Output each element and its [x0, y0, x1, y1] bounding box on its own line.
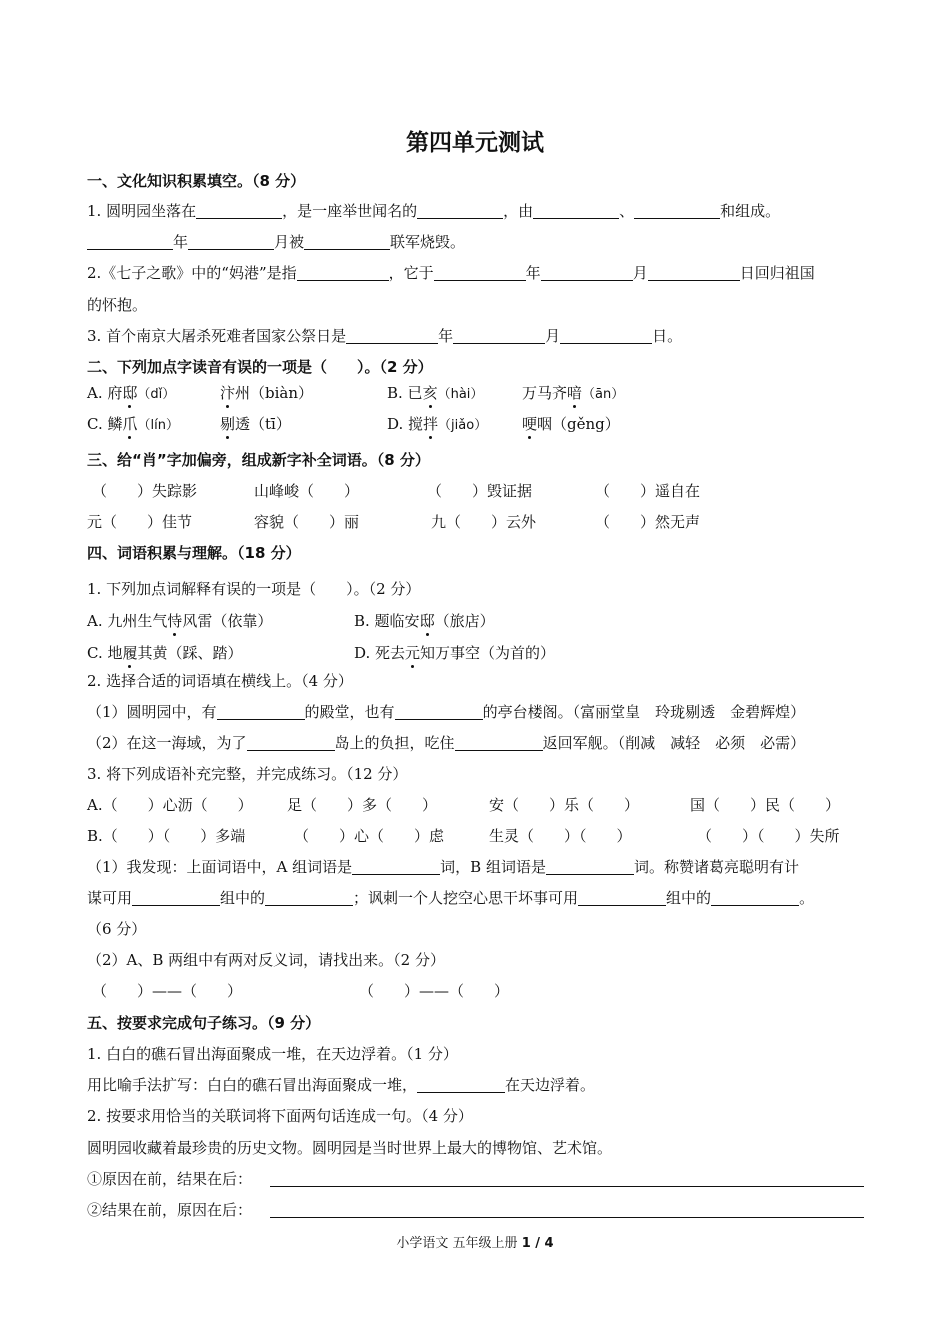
- blank[interactable]: [297, 264, 389, 281]
- page-number: 1 / 4: [521, 1236, 554, 1251]
- s1-text: 联军烧毁。: [390, 233, 466, 251]
- dotted-char: 剔: [220, 415, 236, 433]
- option-b: [354, 610, 495, 632]
- s4-p2-answers: [87, 980, 867, 1004]
- dotted-char: 邸: [419, 612, 435, 630]
- option-c2: [220, 413, 291, 435]
- s1-text: 年: [525, 264, 541, 282]
- s4-q3-row-a: [87, 794, 867, 818]
- s4-p1-line2: [87, 887, 867, 909]
- s4-p2: （2）A、B 两组中有两对反义词，请找出来。（2 分）: [87, 951, 445, 969]
- section-3-heading: 三、给“肖”字加偏旁，组成新字补全词语。（8 分）: [87, 451, 430, 469]
- s4-text: 组中的: [220, 889, 266, 907]
- s5-q2: 2. 按要求用恰当的关联词将下面两句话连成一句。（4 分）: [87, 1107, 473, 1125]
- s4-q2-line1: [87, 701, 867, 723]
- section-1-heading: 一、文化知识积累填空。（8 分）: [87, 172, 306, 190]
- s4-text: 的亭台楼阁。（富丽堂皇 玲珑剔透 金碧辉煌）: [482, 703, 806, 721]
- answer-line-2[interactable]: [270, 1217, 864, 1218]
- s4-text: D. 死去: [354, 644, 406, 662]
- s4-text: 的殿堂，也有: [304, 703, 395, 721]
- word-blank[interactable]: （ ）失踪影: [92, 482, 198, 500]
- s1-q3: [87, 325, 867, 347]
- s1-text: 月: [545, 327, 561, 345]
- s1-text: 月: [632, 264, 648, 282]
- pinyin: （ān）: [582, 387, 625, 402]
- blank[interactable]: [304, 233, 390, 250]
- option-d1: [387, 413, 487, 437]
- blank[interactable]: [560, 327, 652, 344]
- pinyin: （lín）: [137, 418, 179, 433]
- s1-text: ，它于: [388, 264, 434, 282]
- blank[interactable]: [453, 327, 545, 344]
- s1-q2-line2: 的怀抱。: [87, 296, 148, 314]
- dotted-char: 元: [405, 644, 421, 662]
- s2-text: 州（biàn）: [235, 384, 314, 402]
- option-c1: [87, 413, 179, 437]
- dotted-char: 履: [122, 644, 138, 662]
- blank[interactable]: [346, 327, 438, 344]
- dotted-char: 爪: [122, 415, 138, 433]
- blank[interactable]: [196, 202, 282, 219]
- blank[interactable]: [455, 734, 543, 751]
- s4-text: 返回军舰。（削减 减轻 必须 必需）: [542, 734, 806, 752]
- s5-o1-label: ①原因在前，结果在后：: [87, 1170, 253, 1188]
- s5-text: 在天边浮着。: [505, 1076, 596, 1094]
- s4-q1-row1: [87, 610, 867, 634]
- s5-q2-sentence: 圆明园收藏着最珍贵的历史文物。圆明园是当时世界上最大的博物馆、艺术馆。: [87, 1139, 613, 1157]
- s4-text: B. 题临安: [354, 612, 420, 630]
- word-blank[interactable]: （ ）遥自在: [595, 482, 701, 500]
- blank[interactable]: [417, 1076, 505, 1093]
- page-title: 第四单元测试: [406, 130, 544, 156]
- option-c: [87, 642, 243, 664]
- dotted-char: 哽: [522, 415, 538, 433]
- option-d2: [522, 413, 620, 435]
- dotted-char: 喑: [567, 384, 583, 402]
- s4-text: （旅店）: [434, 612, 495, 630]
- s1-text: 年: [438, 327, 454, 345]
- s2-text: D. 搅: [387, 415, 424, 433]
- s4-q1-row2: [87, 642, 867, 666]
- s4-q3-row-b: [87, 825, 867, 849]
- antonym-blank[interactable]: （ ）——（ ）: [92, 982, 243, 1000]
- s4-text: 风雷（依靠）: [182, 612, 273, 630]
- s4-q3: 3. 将下列成语补充完整，并完成练习。（12 分）: [87, 765, 408, 783]
- s4-text: （1）圆明园中，有: [87, 703, 217, 721]
- idiom-blank[interactable]: （ ）心（ ）虑: [294, 827, 445, 845]
- s5-q1: 1. 白白的礁石冒出海面聚成一堆，在天边浮着。（1 分）: [87, 1045, 458, 1063]
- s5-text: 用比喻手法扩写：白白的礁石冒出海面聚成一堆，: [87, 1076, 418, 1094]
- s1-text: 、: [619, 202, 635, 220]
- s4-text: A. 九州生气: [87, 612, 168, 630]
- s4-text: 。: [799, 889, 815, 907]
- pinyin: （jiǎo）: [438, 418, 488, 433]
- s1-text: 1. 圆明园坐落在: [87, 202, 197, 220]
- dotted-char: 拌: [423, 415, 439, 433]
- section-5-heading: 五、按要求完成句子练习。（9 分）: [87, 1014, 321, 1032]
- s1-text: 日。: [652, 327, 683, 345]
- option-b2: [522, 382, 624, 406]
- option-a1: [87, 382, 175, 406]
- s2-row1: [87, 382, 867, 406]
- pinyin: （hài）: [437, 387, 484, 402]
- blank[interactable]: [265, 889, 353, 906]
- s2-row2: [87, 413, 867, 437]
- dotted-char: 恃: [167, 612, 183, 630]
- s4-q2: 2. 选择合适的词语填在横线上。（4 分）: [87, 672, 353, 690]
- dotted-char: 汴: [220, 384, 236, 402]
- section-2-heading: 二、下列加点字读音有误的一项是（ ）。（2 分）: [87, 358, 433, 376]
- s4-text: 组中的: [666, 889, 712, 907]
- s1-text: 日回归祖国: [739, 264, 815, 282]
- s4-q1: 1. 下列加点词解释有误的一项是（ ）。（2 分）: [87, 580, 421, 598]
- word-blank[interactable]: 容貌（ ）丽: [254, 513, 360, 531]
- blank[interactable]: [711, 889, 799, 906]
- s1-q2-line1: [87, 262, 867, 284]
- s1-text: 3. 首个南京大屠杀死难者国家公祭日是: [87, 327, 347, 345]
- s5-q1-answer: [87, 1074, 867, 1096]
- blank[interactable]: [417, 202, 503, 219]
- idiom-blank[interactable]: （ ）（ ）失所: [697, 827, 840, 845]
- section-4-heading: 四、词语积累与理解。（18 分）: [87, 544, 301, 562]
- idiom-blank[interactable]: B.（ ）（ ）多端: [87, 827, 246, 845]
- s3-row1: [87, 480, 867, 504]
- blank[interactable]: [634, 202, 720, 219]
- dotted-char: 邸: [122, 384, 138, 402]
- s4-text: C. 地: [87, 644, 123, 662]
- blank[interactable]: [434, 264, 526, 281]
- s1-text: 和组成。: [720, 202, 781, 220]
- s4-text: 岛上的负担，吃住: [334, 734, 455, 752]
- s4-p1-score: （6 分）: [87, 920, 147, 938]
- dotted-char: 亥: [422, 384, 438, 402]
- s4-text: ；讽刺一个人挖空心思干坏事可用: [353, 889, 579, 907]
- s1-text: ，是一座举世闻名的: [282, 202, 418, 220]
- idiom-blank[interactable]: 安（ ）乐（ ）: [489, 796, 640, 814]
- idiom-blank[interactable]: A.（ ）心沥（ ）: [87, 796, 253, 814]
- s1-text: 年: [173, 233, 189, 251]
- blank[interactable]: [188, 233, 274, 250]
- word-blank[interactable]: （ ）然无声: [595, 513, 701, 531]
- s4-text: 谋可用: [87, 889, 133, 907]
- option-a2: [220, 382, 313, 404]
- s2-text: C. 鳞: [87, 415, 123, 433]
- footer-text: 小学语文 五年级上册: [396, 1236, 522, 1251]
- option-b1: [387, 382, 483, 406]
- s2-text: 透（tī）: [235, 415, 291, 433]
- blank[interactable]: [352, 858, 440, 875]
- blank[interactable]: [533, 202, 619, 219]
- s2-text: B. 已: [387, 384, 423, 402]
- s1-text: ，由: [503, 202, 534, 220]
- option-a: [87, 610, 272, 632]
- blank[interactable]: [247, 734, 335, 751]
- word-blank[interactable]: 元（ ）佳节: [87, 513, 193, 531]
- s1-q1-line1: [87, 200, 867, 222]
- antonym-blank[interactable]: （ ）——（ ）: [359, 982, 510, 1000]
- idiom-blank[interactable]: 足（ ）多（ ）: [287, 796, 438, 814]
- blank[interactable]: [578, 889, 666, 906]
- s2-text: 万马齐: [522, 384, 568, 402]
- answer-line-1[interactable]: [270, 1186, 864, 1187]
- option-d: [354, 642, 555, 664]
- blank[interactable]: [546, 858, 634, 875]
- s2-text: 咽（gěng）: [537, 415, 620, 433]
- blank[interactable]: [648, 264, 740, 281]
- word-blank[interactable]: 九（ ）云外: [431, 513, 537, 531]
- s1-q1-line2: [87, 231, 867, 253]
- s4-text: 词。称赞诸葛亮聪明有计: [633, 858, 799, 876]
- idiom-blank[interactable]: 国（ ）民（ ）: [690, 796, 841, 814]
- blank[interactable]: [132, 889, 220, 906]
- s4-text: （2）在这一海域，为了: [87, 734, 247, 752]
- s4-text: 其黄（踩、踏）: [137, 644, 243, 662]
- s5-o2-label: ②结果在前，原因在后：: [87, 1201, 253, 1219]
- s2-text: A. 府: [87, 384, 123, 402]
- s4-q2-line2: [87, 732, 867, 754]
- blank[interactable]: [87, 233, 173, 250]
- blank[interactable]: [541, 264, 633, 281]
- idiom-blank[interactable]: 生灵（ ）（ ）: [489, 827, 632, 845]
- word-blank[interactable]: （ ）毁证据: [427, 482, 533, 500]
- s1-text: 2.《七子之歌》中的“妈港”是指: [87, 264, 297, 282]
- page-footer: [0, 1232, 950, 1251]
- blank[interactable]: [395, 703, 483, 720]
- s4-p1-line1: [87, 856, 867, 878]
- s4-text: 知万事空（为首的）: [420, 644, 556, 662]
- s1-text: 月被: [274, 233, 305, 251]
- s3-row2: [87, 511, 867, 535]
- pinyin: （dǐ）: [137, 387, 176, 402]
- blank[interactable]: [217, 703, 305, 720]
- s4-text: （1）我发现：上面词语中，A 组词语是: [87, 858, 353, 876]
- s4-text: 词，B 组词语是: [440, 858, 546, 876]
- word-blank[interactable]: 山峰峻（ ）: [254, 482, 360, 500]
